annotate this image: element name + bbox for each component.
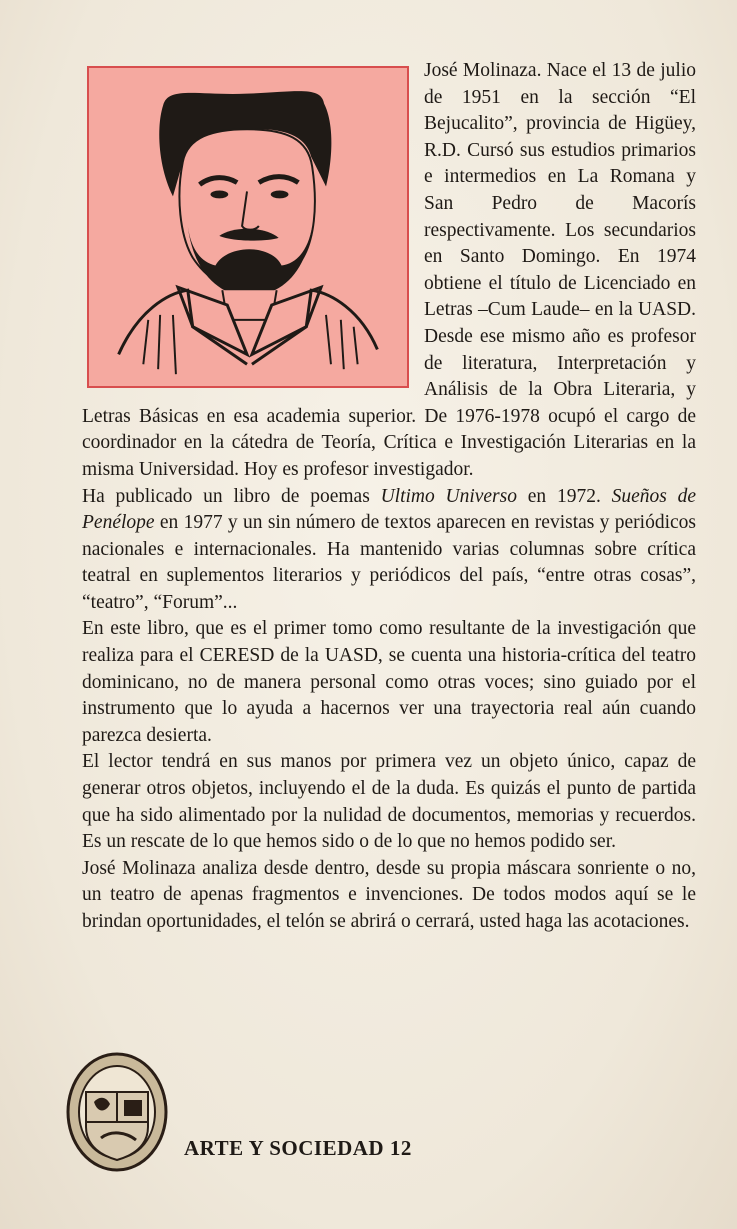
bio-text xyxy=(82,58,696,936)
university-seal-icon xyxy=(66,1052,168,1172)
reader-paragraph: El lector tendrá en sus manos por primera vez un objeto único, capaz de generar otros objetos, incluyendo el de la duda. Es quizás el punto de partida que ha sido alimentado por la nulidad de documentos, memorias y recuerdos. Es un rescate de lo que hemos sido o de lo que no hemos podido ser. xyxy=(82,751,696,853)
book-paragraph: En este libro, que es el primer tomo como resultante de la investigación que realiza para el CERESD de la UASD, se cuenta una historia-crítica del teatro dominicano, no de manera personal como otras voces; sino guiado por el instrumento que lo ayuda a hacernos ver una trayectoria real aún cuando parezca desierta. xyxy=(82,618,696,746)
publications-paragraph: Ha publicado un libro de poemas Ultimo Universo en 1972. Sueños de Penélope en 1977 y un sin número de textos aparecen en revistas y periódicos nacionales e internacionales. Ha mantenido varias columnas sobre crítica teatral en suplementos literarios y periódicos del país, “entre otras cosas”, “teatro”, “Forum”... xyxy=(82,485,697,613)
bio-paragraph: José Molinaza. Nace el 13 de julio de 1951 en la sección “El Bejucalito”, provincia de Higüey, R.D. Cursó sus estudios primarios e intermedios en La Romana y San Pedro de Macorís respectivamente. Los secundarios en Santo Domingo. En 1974 obtiene el título de Licenciado en Letras –Cum Laude– en la UASD. Desde ese mismo año es profesor de literatura, Interpretación y Análisis de la Obra Literaria, y Letras Básicas en esa academia superior. De 1976-1978 ocupó el cargo de coordinador en la cátedra de Teoría, Crítica e Investigación Literarias en la misma Universidad. Hoy es profesor investigador. xyxy=(82,60,696,480)
series-label: ARTE Y SOCIEDAD 12 xyxy=(184,1136,412,1160)
final-paragraph: José Molinaza analiza desde dentro, desde su propia máscara sonriente o no, un teatro de apenas fragmentos e invenciones. De todos modos aquí se le brindan oportunidades, el telón se abrirá o cerrará, usted haga las acotaciones. xyxy=(82,857,696,932)
book-title-1: Ultimo Universo xyxy=(380,485,517,507)
book-title-2: Sueños de Penélope xyxy=(82,485,697,534)
